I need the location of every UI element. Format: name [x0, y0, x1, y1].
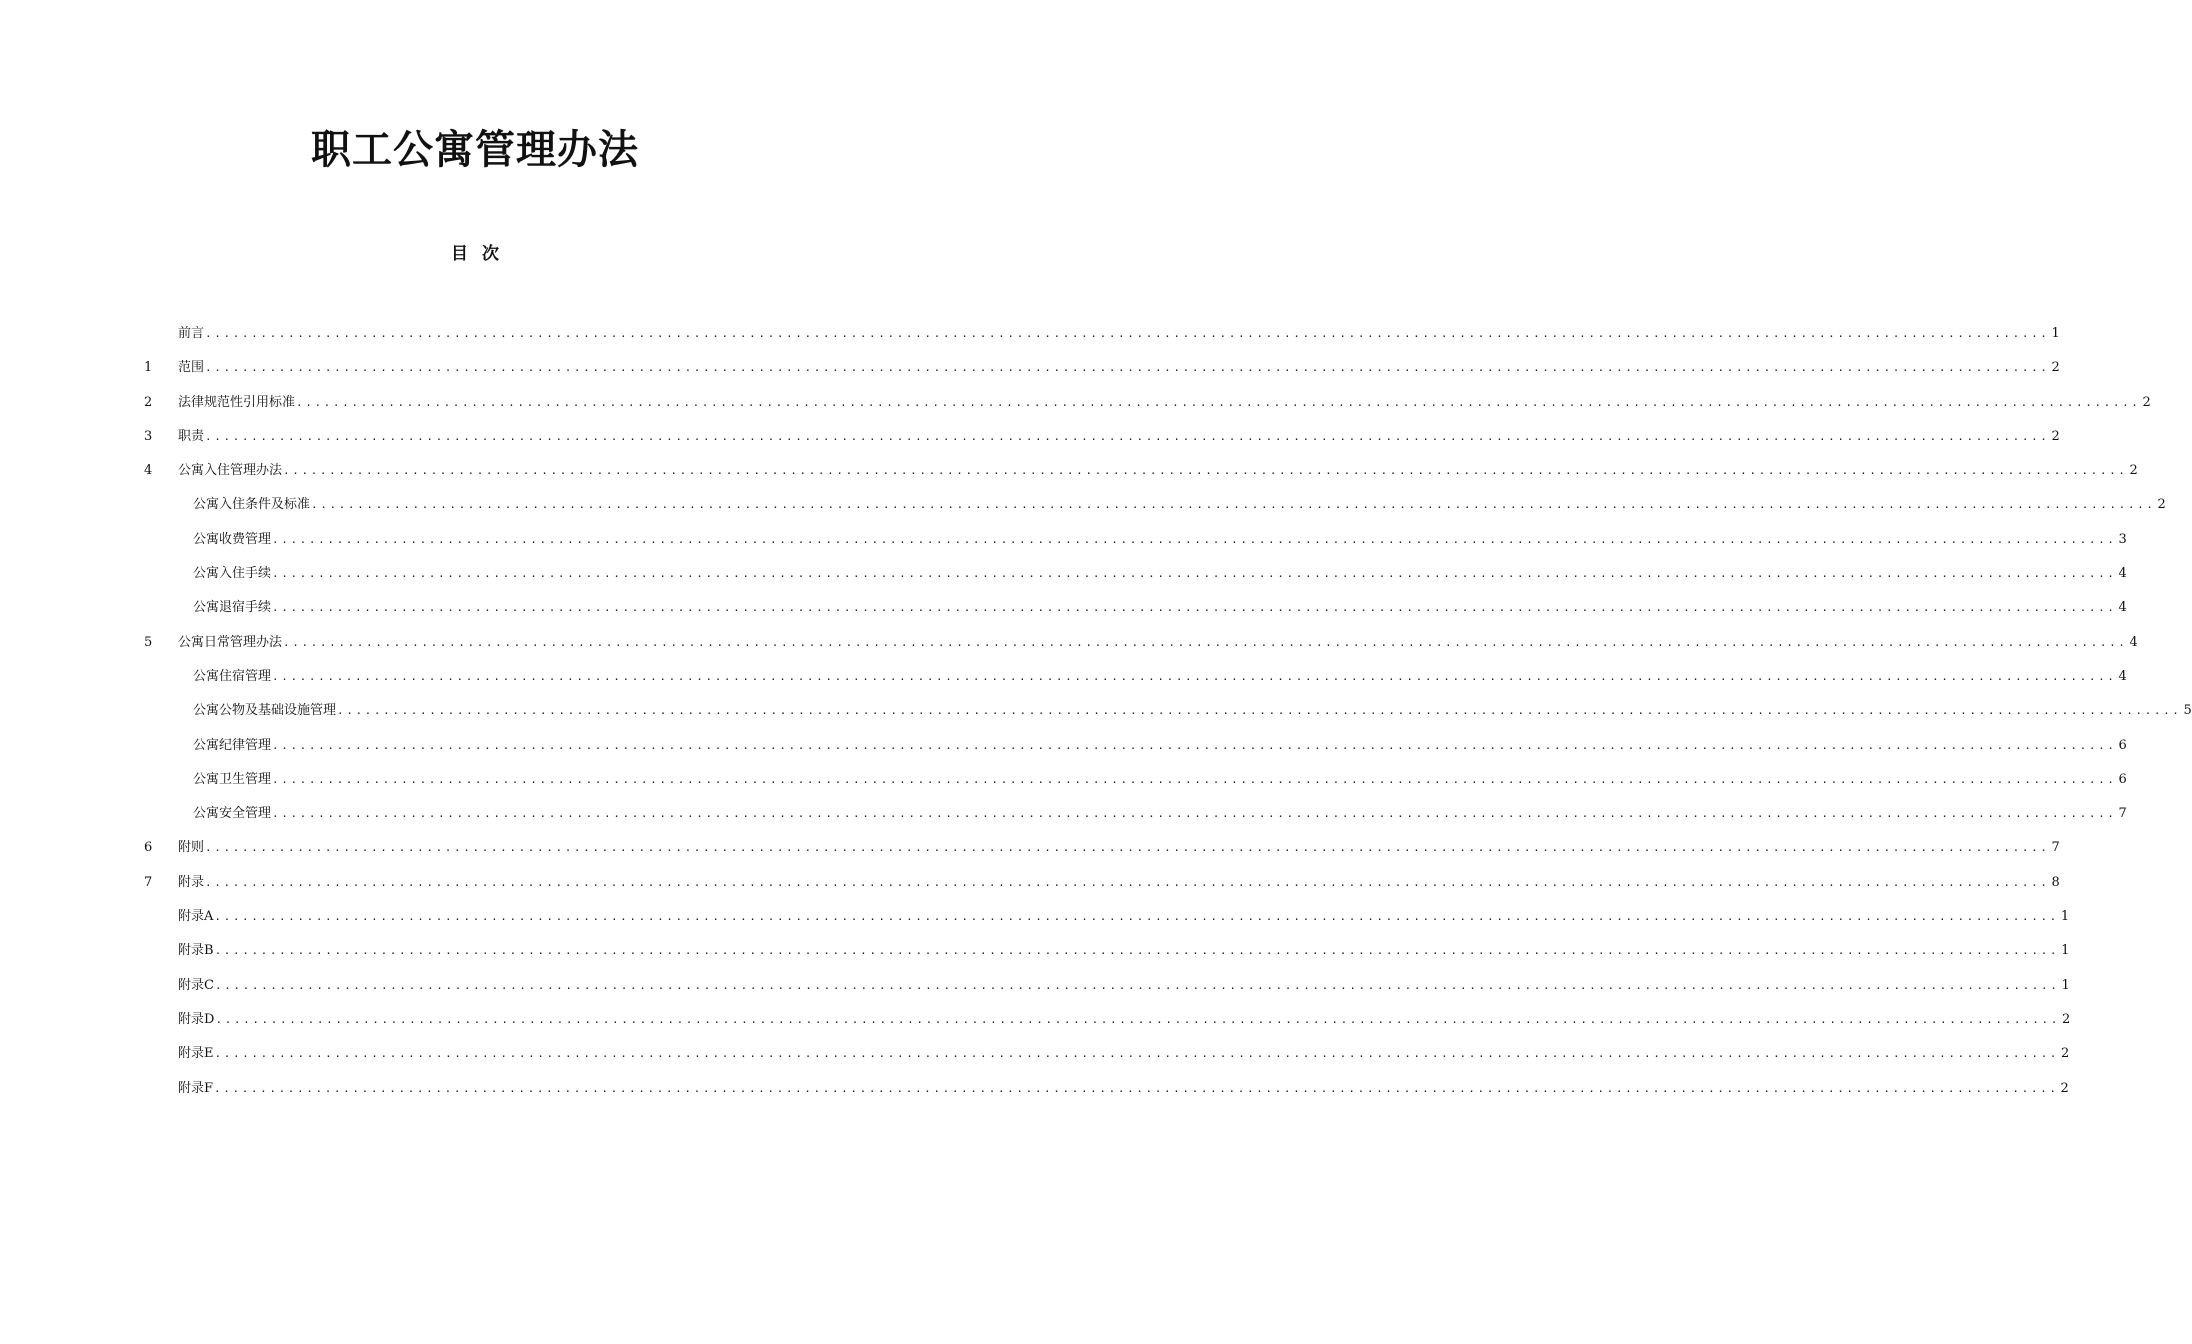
toc-entry-title: 附则 — [178, 840, 205, 856]
toc-entry-page-number: 7 — [2051, 840, 2060, 856]
toc-entry[interactable] — [144, 729, 2127, 763]
toc-entry-page-number: 2 — [2129, 463, 2138, 479]
toc-entry[interactable] — [144, 763, 2127, 797]
toc-entry-title: 公寓住宿管理 — [193, 668, 272, 684]
toc-dot-leader: ........................................................................................................................................................................................................ — [214, 978, 2060, 992]
toc-dot-leader: ........................................................................................................................................................................................................ — [215, 1012, 2060, 1026]
toc-dot-leader: ........................................................................................................................................................................................................ — [337, 704, 2182, 718]
toc-entry-title: 公寓安全管理 — [193, 806, 272, 822]
toc-dot-leader: ........................................................................................................................................................................................................ — [296, 395, 2141, 409]
toc-entry-page-number: 2 — [2051, 360, 2060, 376]
toc-dot-leader: ........................................................................................................................................................................................................ — [205, 841, 2050, 855]
toc-heading-char-2: 次 — [482, 244, 499, 264]
toc-dot-leader: ........................................................................................................................................................................................................ — [272, 601, 2117, 615]
toc-entry-page-number: 1 — [2061, 943, 2070, 959]
toc-entry-title: 附录F — [178, 1080, 214, 1096]
toc-entry[interactable] — [144, 557, 2127, 591]
toc-entry[interactable] — [144, 454, 2138, 488]
toc-entry-title: 公寓入住管理办法 — [178, 463, 283, 479]
toc-entry-title: 公寓入住条件及标准 — [193, 497, 311, 513]
toc-entry[interactable] — [144, 694, 2192, 728]
toc-entry-title: 范围 — [178, 360, 205, 376]
toc-entry-page-number: 2 — [2061, 1011, 2071, 1027]
toc-entry-page-number: 3 — [2118, 531, 2127, 547]
toc-entry-title: 公寓公物及基础设施管理 — [193, 703, 337, 719]
toc-entry[interactable] — [144, 1003, 2071, 1037]
toc-entry-number: 5 — [144, 634, 153, 650]
toc-entry-number: 1 — [144, 360, 153, 376]
toc-entry-title: 职责 — [178, 428, 205, 444]
toc-entry-title: 公寓日常管理办法 — [178, 634, 283, 650]
toc-entry-page-number: 4 — [2118, 566, 2127, 582]
toc-dot-leader: ........................................................................................................................................................................................................ — [272, 738, 2117, 752]
toc-entry-page-number: 4 — [2118, 668, 2127, 684]
toc-entry-title: 附录 — [178, 874, 205, 890]
toc-entry-title: 附录C — [178, 977, 214, 993]
toc-entry-page-number: 4 — [2118, 600, 2127, 616]
table-of-contents — [144, 317, 2192, 1106]
toc-entry-page-number: 6 — [2118, 737, 2127, 753]
toc-entry-title: 附录A — [178, 909, 214, 925]
toc-entry[interactable] — [144, 660, 2127, 694]
toc-entry-number: 6 — [144, 840, 153, 856]
toc-entry-page-number: 2 — [2061, 1046, 2070, 1062]
toc-entry[interactable] — [144, 591, 2127, 625]
toc-entry-page-number: 4 — [2129, 634, 2138, 650]
toc-entry[interactable] — [144, 317, 2060, 351]
toc-entry-page-number: 7 — [2118, 806, 2127, 822]
toc-entry-number: 2 — [144, 394, 153, 410]
toc-dot-leader: ........................................................................................................................................................................................................ — [205, 875, 2050, 889]
toc-dot-leader: ........................................................................................................................................................................................................ — [272, 669, 2117, 683]
toc-entry-page-number: 2 — [2060, 1080, 2069, 1096]
toc-entry-page-number: 2 — [2142, 394, 2151, 410]
toc-dot-leader: ........................................................................................................................................................................................................ — [205, 429, 2050, 443]
toc-entry-page-number: 1 — [2051, 326, 2060, 341]
toc-entry[interactable] — [144, 934, 2070, 968]
toc-dot-leader: ........................................................................................................................................................................................................ — [214, 944, 2060, 958]
toc-entry[interactable] — [144, 523, 2127, 557]
toc-dot-leader: ........................................................................................................................................................................................................ — [214, 1081, 2059, 1095]
toc-entry[interactable] — [144, 386, 2151, 420]
toc-entry-page-number: 6 — [2118, 771, 2127, 787]
toc-entry[interactable] — [144, 969, 2070, 1003]
document-title: 职工公寓管理办法 — [311, 127, 639, 173]
toc-entry[interactable] — [144, 1037, 2070, 1071]
toc-entry-title: 公寓退宿手续 — [193, 600, 272, 616]
toc-entry[interactable] — [144, 797, 2127, 831]
toc-dot-leader: ........................................................................................................................................................................................................ — [205, 327, 2050, 340]
toc-entry-page-number: 1 — [2060, 909, 2070, 925]
toc-entry-page-number: 2 — [2157, 497, 2166, 513]
toc-entry-number: 4 — [144, 463, 153, 479]
toc-dot-leader: ........................................................................................................................................................................................................ — [214, 910, 2059, 924]
toc-entry[interactable] — [144, 351, 2060, 385]
toc-entry-page-number: 2 — [2051, 428, 2060, 444]
toc-entry-title: 公寓收费管理 — [193, 531, 272, 547]
toc-entry-page-number: 8 — [2051, 874, 2060, 890]
toc-entry[interactable] — [144, 626, 2138, 660]
toc-entry-title: 附录D — [178, 1011, 215, 1027]
toc-entry[interactable] — [144, 900, 2070, 934]
toc-dot-leader: ........................................................................................................................................................................................................ — [205, 361, 2050, 375]
toc-dot-leader: ........................................................................................................................................................................................................ — [272, 807, 2117, 821]
toc-dot-leader: ........................................................................................................................................................................................................ — [283, 635, 2128, 649]
toc-entry-title: 附录E — [178, 1046, 214, 1062]
toc-dot-leader: ........................................................................................................................................................................................................ — [311, 498, 2156, 512]
toc-entry[interactable] — [144, 420, 2060, 454]
toc-entry-page-number: 1 — [2061, 977, 2070, 993]
toc-entry-title: 前言 — [178, 326, 205, 341]
toc-dot-leader: ........................................................................................................................................................................................................ — [272, 532, 2117, 546]
toc-entry-title: 附录B — [178, 943, 214, 959]
toc-dot-leader: ........................................................................................................................................................................................................ — [272, 567, 2117, 581]
toc-heading — [0, 240, 950, 268]
toc-entry-title: 公寓卫生管理 — [193, 771, 272, 787]
toc-entry[interactable] — [144, 866, 2060, 900]
toc-entry[interactable] — [144, 831, 2060, 865]
toc-dot-leader: ........................................................................................................................................................................................................ — [272, 772, 2117, 786]
toc-entry-title: 法律规范性引用标准 — [178, 394, 296, 410]
toc-entry-page-number: 5 — [2183, 703, 2192, 719]
toc-entry-title: 公寓入住手续 — [193, 566, 272, 582]
toc-dot-leader: ........................................................................................................................................................................................................ — [214, 1047, 2060, 1061]
toc-entry-number: 7 — [144, 874, 153, 890]
toc-heading-char-1: 目 — [451, 244, 468, 264]
toc-entry-number: 3 — [144, 428, 153, 444]
toc-entry[interactable] — [144, 488, 2166, 522]
toc-dot-leader: ........................................................................................................................................................................................................ — [283, 464, 2128, 478]
toc-entry-title: 公寓纪律管理 — [193, 737, 272, 753]
toc-entry[interactable] — [144, 1072, 2069, 1106]
